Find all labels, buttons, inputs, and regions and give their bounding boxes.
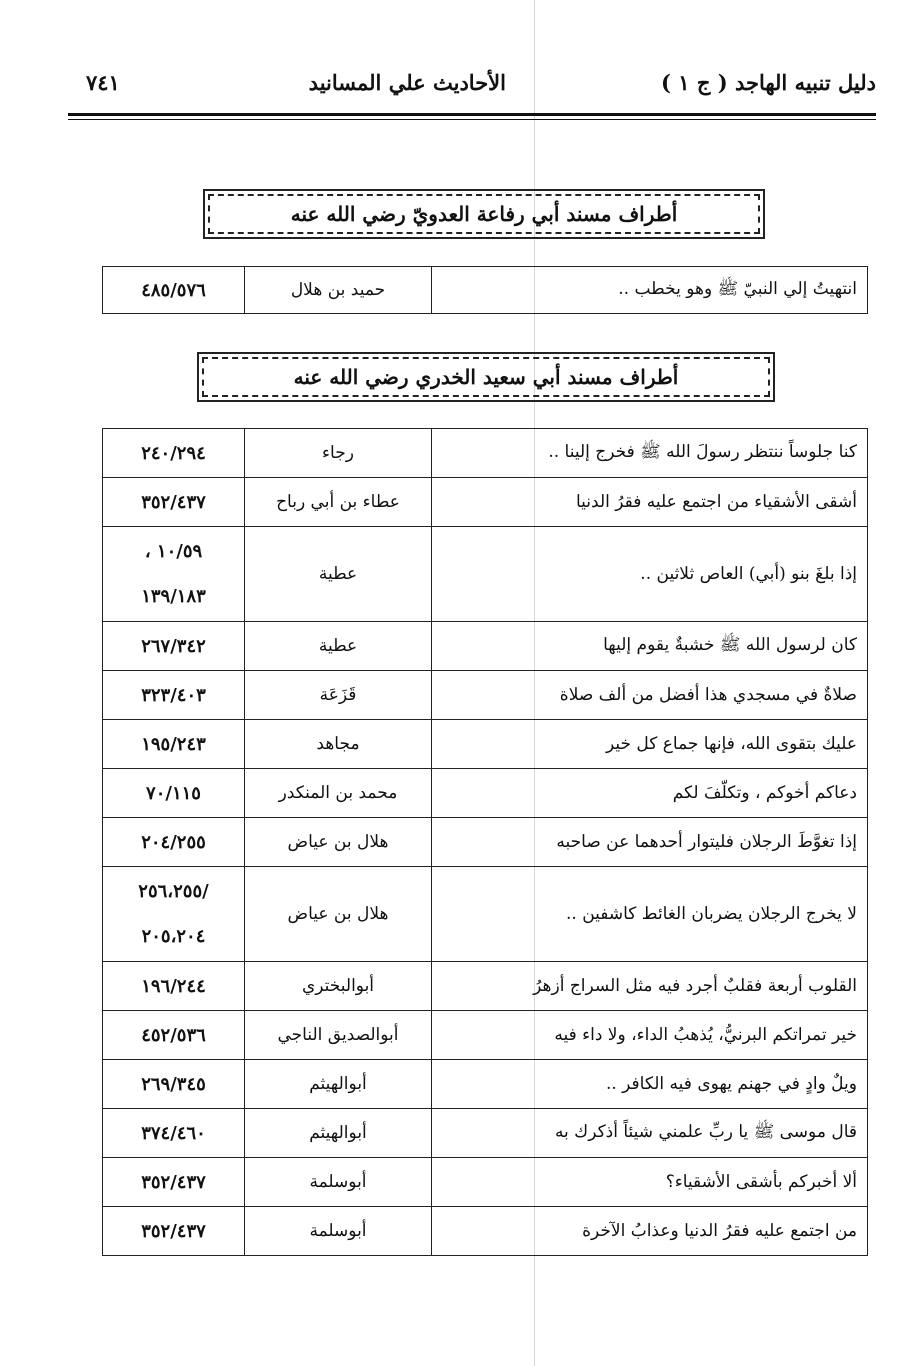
- hadith-table: [102, 266, 868, 314]
- running-header: [68, 70, 876, 104]
- section-title: أطراف مسند أبي رفاعة العدويّ رضي الله عنه: [290, 202, 678, 226]
- table-row: [103, 867, 868, 962]
- narrator: محمد بن المنكدر: [245, 769, 432, 818]
- narrator: هلال بن عياض: [245, 867, 432, 962]
- narrator: رجاء: [245, 429, 432, 478]
- hadith-text: كان لرسول الله ﷺ خشبةٌ يقوم إليها: [432, 622, 868, 671]
- reference-number: ٢٤٠/٢٩٤: [103, 429, 245, 478]
- table-row: [103, 1060, 868, 1109]
- reference-number: ٢٦٧/٣٤٢: [103, 622, 245, 671]
- narrator: عطاء بن أبي رباح: [245, 478, 432, 527]
- reference-line: /٢٥٦،٢٥٥: [138, 881, 209, 902]
- narrator: مجاهد: [245, 720, 432, 769]
- reference-number: [103, 527, 245, 622]
- hadith-table: [102, 428, 868, 1256]
- narrator: قَزَعَة: [245, 671, 432, 720]
- hadith-text: ويلٌ وادٍ في جهنم يهوى فيه الكافر ..: [432, 1060, 868, 1109]
- narrator: أبوسلمة: [245, 1207, 432, 1256]
- table-row: [103, 769, 868, 818]
- reference-line: ١٠/٥٩ ،: [144, 541, 203, 562]
- narrator: أبوالهيثم: [245, 1060, 432, 1109]
- page-number: ٧٤١: [86, 70, 120, 95]
- table-row: [103, 622, 868, 671]
- hadith-text: خير تمراتكم البرنيُّ، يُذهبُ الداء، ولا داء فيه: [432, 1011, 868, 1060]
- hadith-text: لا يخرج الرجلان يضربان الغائط كاشفين ..: [432, 867, 868, 962]
- table-row: [103, 720, 868, 769]
- section-title-frame: [202, 357, 770, 397]
- reference-number: ٣٥٢/٤٣٧: [103, 1158, 245, 1207]
- narrator: عطية: [245, 622, 432, 671]
- table-row: [103, 962, 868, 1011]
- table-row: [103, 1158, 868, 1207]
- hadith-text: إذا تغوَّطَ الرجلان فليتوار أحدهما عن صاحبه: [432, 818, 868, 867]
- reference-number: [103, 867, 245, 962]
- narrator: هلال بن عياض: [245, 818, 432, 867]
- reference-number: ٣٢٣/٤٠٣: [103, 671, 245, 720]
- table-row: [103, 527, 868, 622]
- narrator: أبوالصديق الناجي: [245, 1011, 432, 1060]
- reference-number: ٤٥٢/٥٣٦: [103, 1011, 245, 1060]
- narrator: عطية: [245, 527, 432, 622]
- hadith-text: أشقى الأشقياء من اجتمع عليه فقرُ الدنيا: [432, 478, 868, 527]
- reference-number: ٢٠٤/٢٥٥: [103, 818, 245, 867]
- reference-number: ٢٦٩/٣٤٥: [103, 1060, 245, 1109]
- narrator: أبوالبختري: [245, 962, 432, 1011]
- hadith-text: صلاةٌ في مسجدي هذا أفضل من ألف صلاة: [432, 671, 868, 720]
- hadith-text: كنا جلوساً ننتظر رسولَ الله ﷺ فخرج إلينا ..: [432, 429, 868, 478]
- reference-number: ٤٨٥/٥٧٦: [103, 267, 245, 314]
- hadith-text: قال موسى ﷺ يا ربِّ علمني شيئاً أذكرك به: [432, 1109, 868, 1158]
- table-row: [103, 267, 868, 314]
- hadith-text: انتهيتُ إلي النبيّ ﷺ وهو يخطب ..: [432, 267, 868, 314]
- table-row: [103, 429, 868, 478]
- reference-number: ١٩٥/٢٤٣: [103, 720, 245, 769]
- section-title-frame: [208, 194, 760, 234]
- narrator: أبوسلمة: [245, 1158, 432, 1207]
- table-row: [103, 818, 868, 867]
- header-rule-thick: [68, 113, 876, 116]
- table-row: [103, 1207, 868, 1256]
- hadith-text: من اجتمع عليه فقرُ الدنيا وعذابُ الآخرة: [432, 1207, 868, 1256]
- section-title: أطراف مسند أبي سعيد الخدري رضي الله عنه: [293, 365, 679, 389]
- header-rule-thin: [68, 119, 876, 120]
- table-row: [103, 1109, 868, 1158]
- hadith-text: دعاكم أخوكم ، وتكلّفَ لكم: [432, 769, 868, 818]
- hadith-text: القلوب أربعة فقلبٌ أجرد فيه مثل السراج أزهرُ: [432, 962, 868, 1011]
- hadith-text: ألا أخبركم بأشقى الأشقياء؟: [432, 1158, 868, 1207]
- table-row: [103, 1011, 868, 1060]
- hadith-text: عليك بتقوى الله، فإنها جماع كل خير: [432, 720, 868, 769]
- hadith-text: إذا بلغَ بنو (أبي) العاص ثلاثين ..: [432, 527, 868, 622]
- reference-line: ٢٠٥،٢٠٤: [141, 926, 206, 947]
- narrator: حميد بن هلال: [245, 267, 432, 314]
- reference-number: ٣٥٢/٤٣٧: [103, 1207, 245, 1256]
- reference-number: ٣٥٢/٤٣٧: [103, 478, 245, 527]
- reference-line: ١٣٩/١٨٣: [141, 586, 206, 607]
- narrator: أبوالهيثم: [245, 1109, 432, 1158]
- reference-number: ١٩٦/٢٤٤: [103, 962, 245, 1011]
- reference-number: ٣٧٤/٤٦٠: [103, 1109, 245, 1158]
- table-row: [103, 671, 868, 720]
- section-header-title: الأحاديث علي المسانيد: [308, 70, 506, 95]
- book-title: دليل تنبيه الهاجد ( ج ١ ): [661, 70, 876, 95]
- reference-number: ٧٠/١١٥: [103, 769, 245, 818]
- table-row: [103, 478, 868, 527]
